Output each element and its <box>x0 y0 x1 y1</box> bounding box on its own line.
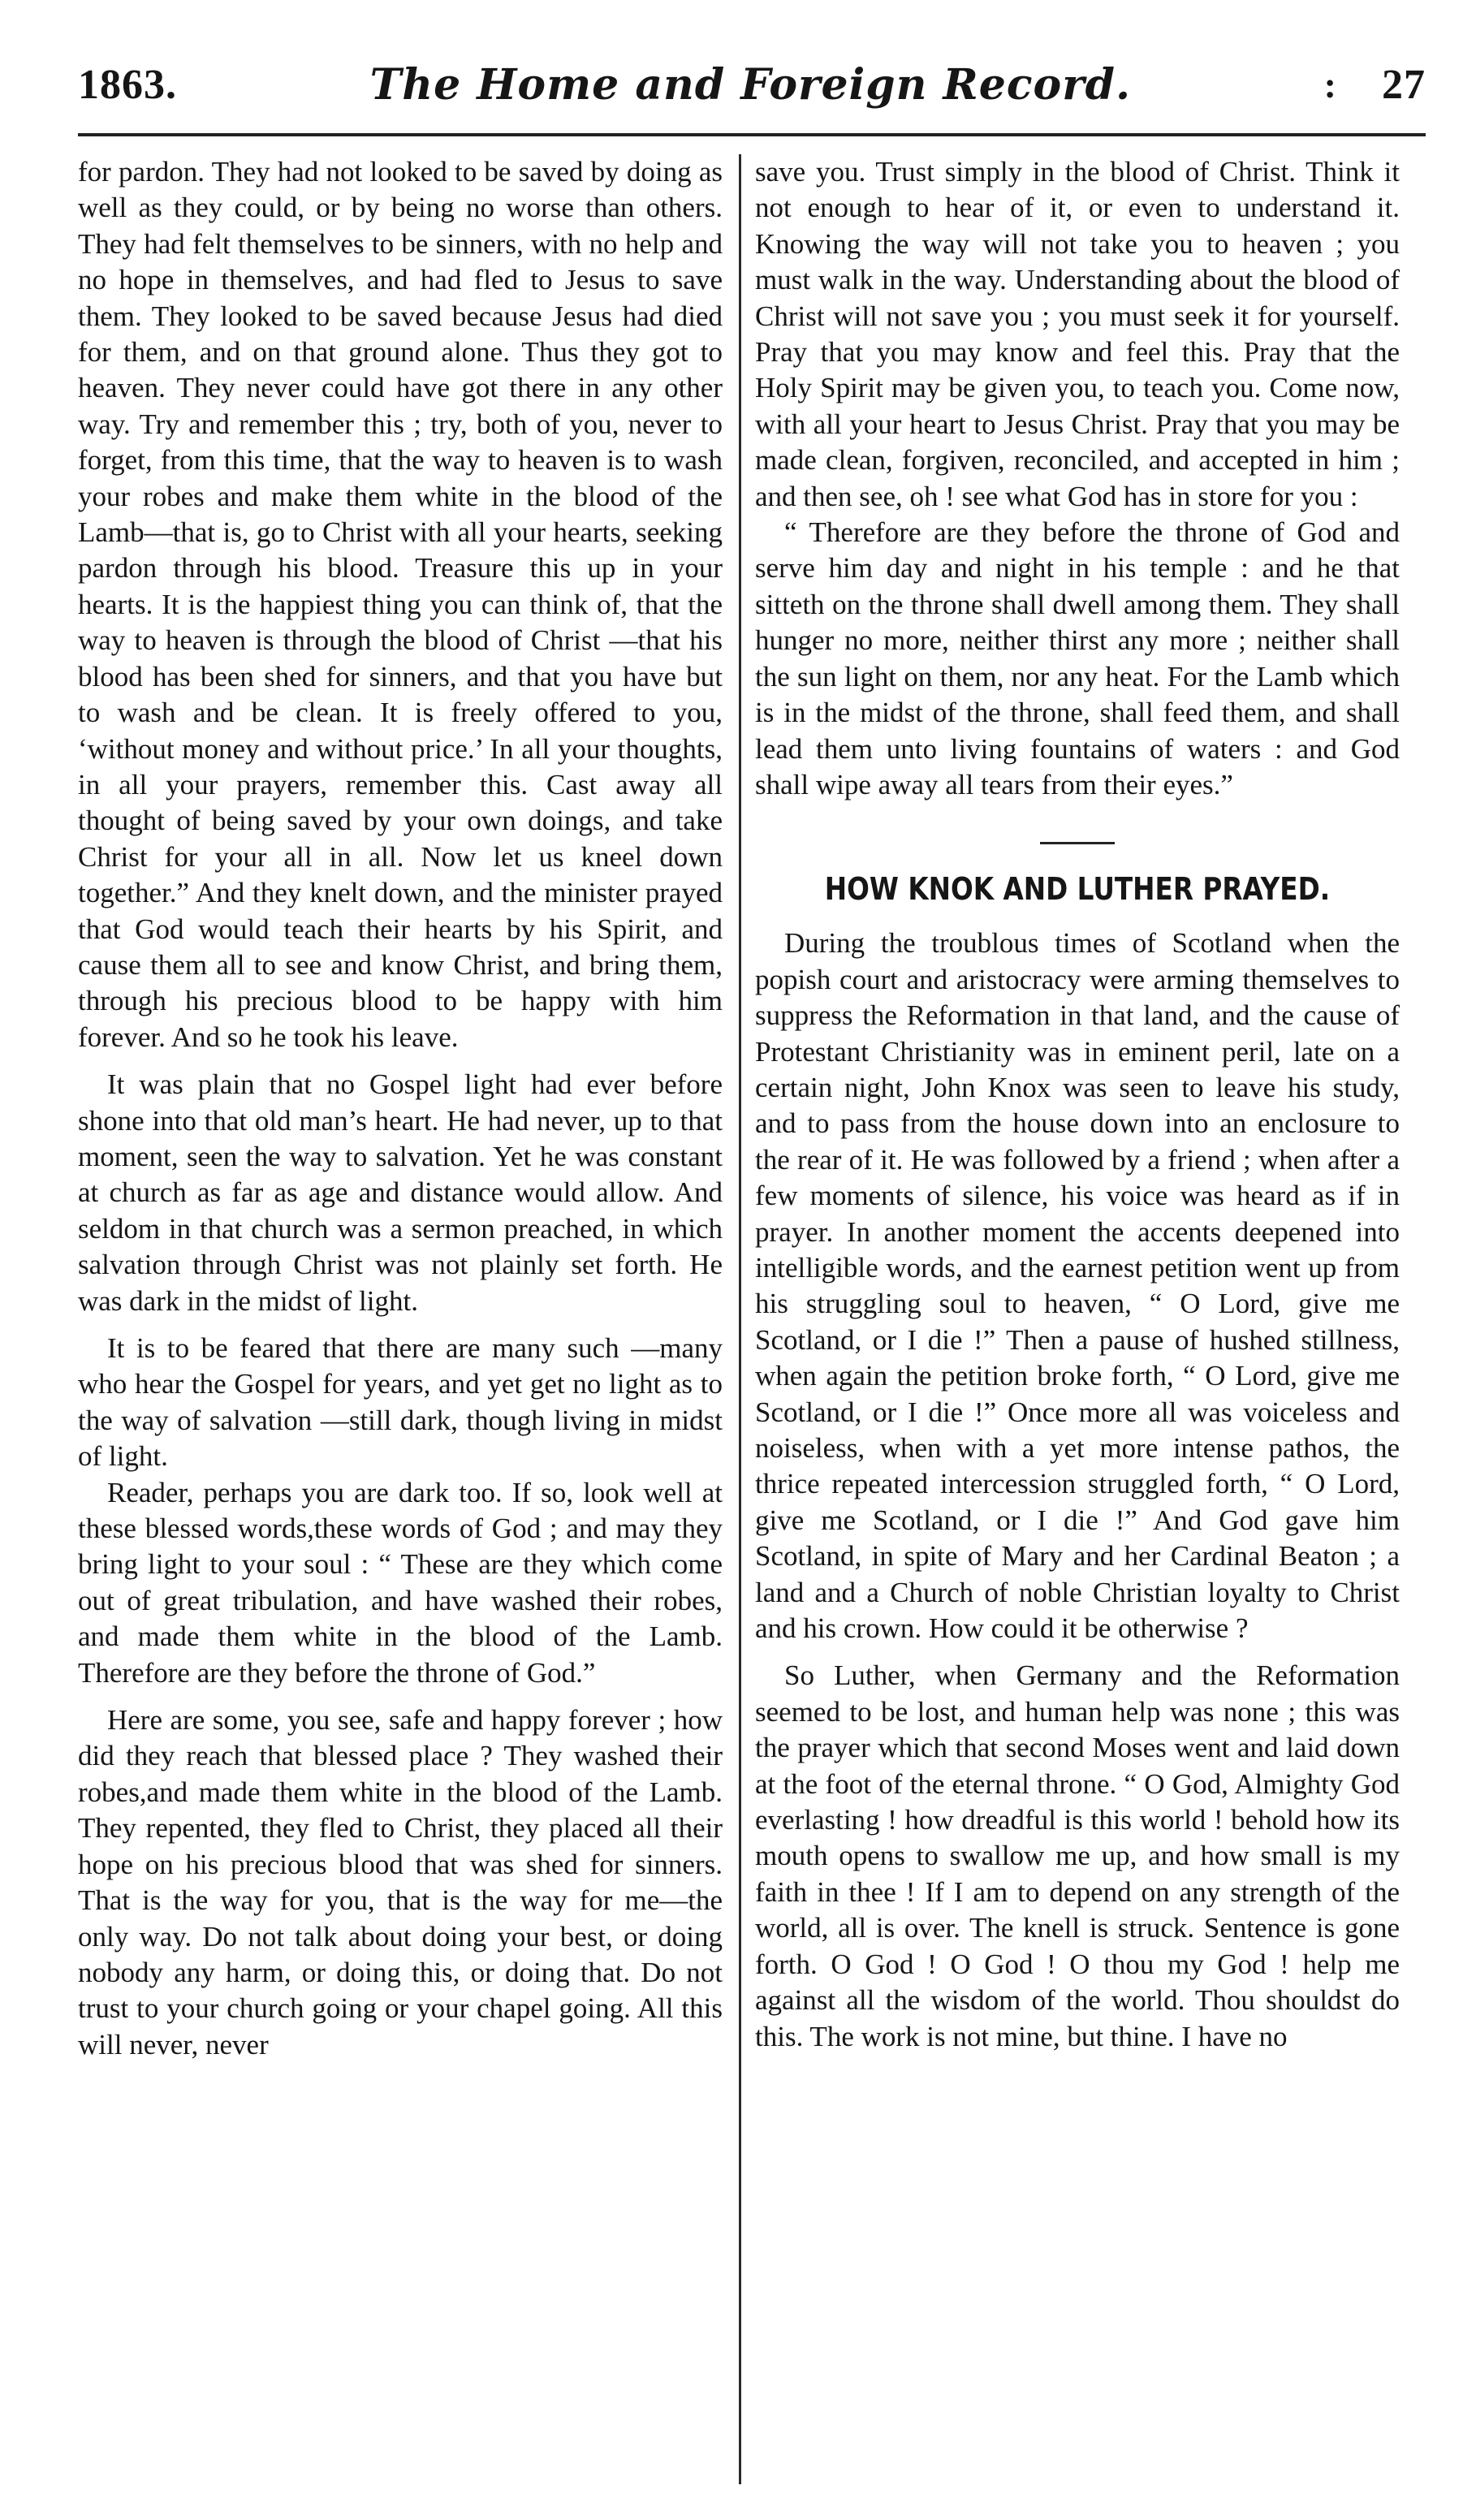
scripture-quotation: “ Therefore are they before the throne of God and serve him day and night in his temple : and he that sitteth on the throne shall dwell among them. They shall hunger no more, neither thirst any more ; neither shall the sun light on them, nor any heat. For the Lamb which is in the midst of the throne, shall feed them, and shall lead them unto living fountains of waters : and God shall wipe away all tears from their eyes.” <box>755 516 1400 800</box>
paragraph: It was plain that no Gospel light had ever before shone into that old man’s heart. He had never, up to that moment, seen the way to salvation. Yet he was constant at church as far as age and distance would allow. And seldom in that church was a sermon preached, in which salvation through Christ was not plainly set forth. He was dark in the midst of light. <box>78 1068 723 1317</box>
paragraph: During the troublous times of Scotland when the popish court and aristocracy were arming themselves to suppress the Reformation in that land, and the cause of Protestant Christianity was in eminent peril, late on a certain night, John Knox was seen to leave his study, and to pass from the house down into an enclosure to the rear of it. He was followed by a friend ; when after a few moments of silence, his voice was heard as if in prayer. In another moment the accents deepened into intelligible words, and the earnest petition went up from his struggling soul to heaven, “ O Lord, give me Scotland, or I die !” Then a pause of hushed stillness, when again the petition broke forth, “ O Lord, give me Scotland, or I die !” Once more all was voiceless and noiseless, when with a yet more intense pathos, the thrice repeated intercession struggled forth, “ O Lord, give me Scotland, or I die !” And God gave him Scotland, in spite of Mary and her Cardinal Beaton ; a land and a Church of noble Christian loyalty to Christ and his crown. How could it be otherwise ? <box>755 927 1400 1645</box>
left-column <box>78 154 723 2484</box>
paragraph: Reader, perhaps you are dark too. If so, look well at these blessed words,these words of God ; and may they bring light to your soul : “ These are they which come out of great tribulation, and have washed their robes, and made them white in the blood of the Lamb. Therefore are they before the throne of God.” <box>78 1476 723 1689</box>
paragraph: It is to be feared that there are many such —many who hear the Gospel for years, and yet get no light as to the way of salvation —still dark, though living in midst of light. <box>78 1332 723 1473</box>
section-rule <box>1040 842 1115 844</box>
header-right <box>1324 61 1426 109</box>
journal-title: The Home and Foreign Record. <box>369 59 1132 110</box>
paragraph: So Luther, when Germany and the Reformation seemed to be lost, and human help was none ; this was the prayer which that second Moses went and laid down at the foot of the eternal throne. “ O God, Almighty God everlasting ! how dreadful is this world ! behold how its mouth opens to swallow me up, and how small is my faith in thee ! If I am to depend on any strength of the world, all is over. The knell is struck. Sentence is gone forth. O God ! O God ! O thou my God ! help me against all the wisdom of the world. Thou shouldst do this. The work is not mine, but thine. I have no <box>755 1659 1400 2052</box>
header-year: 1863. <box>78 61 177 108</box>
header-rule <box>78 133 1426 136</box>
header-colon: : <box>1323 63 1336 106</box>
page-header <box>78 45 1426 123</box>
paragraph: Here are some, you see, safe and happy forever ; how did they reach that blessed place ? They washed their robes,and made them white in the blood of the Lamb. They repented, they fled to Christ, they placed all their hope on his precious blood that was shed for sinners. That is the way for you, that is the way for me—the only way. Do not talk about doing your best, or doing nobody any harm, or doing this, or doing that. Do not trust to your church going or your chapel going. All this will never, never <box>78 1704 723 2060</box>
column-divider <box>739 154 741 2484</box>
paragraph: save you. Trust simply in the blood of Christ. Think it not enough to hear of it, or even to understand it. Knowing the way will not take you to heaven ; you must walk in the way. Understanding about the blood of Christ will not save you ; you must seek it for yourself. Pray that you may know and feel this. Pray that the Holy Spirit may be given you, to teach you. Come now, with all your heart to Jesus Christ. Pray that you may be made clean, forgiven, reconciled, and accepted in him ; and then see, oh ! see what God has in store for you : <box>755 156 1400 512</box>
right-column <box>755 154 1400 2484</box>
page-number: 27 <box>1382 61 1426 108</box>
section-heading: HOW KNOK AND LUTHER PRAYED. <box>824 871 1331 908</box>
paragraph: for pardon. They had not looked to be saved by doing as well as they could, or by being no worse than others. They had felt themselves to be sinners, with no help and no hope in themselves, and had fled to Jesus to save them. They looked to be saved because Jesus had died for them, and on that ground alone. Thus they got to heaven. They never could have got there in any other way. Try and remember this ; try, both of you, never to forget, from this time, that the way to heaven is to wash your robes and make them white in the blood of the Lamb—that is, go to Christ with all your hearts, seeking pardon through his blood. Treasure this up in your hearts. It is the happiest thing you can think of, that the way to heaven is through the blood of Christ —that his blood has been shed for sinners, and that you have but to wash and be clean. It is freely offered to you, ‘without money and without price.’ In all your thoughts, in all your prayers, remember this. Cast away all thought of being saved by your own doings, and take Christ for your all in all. Now let us kneel down together.” And they knelt down, and the minister prayed that God would teach their hearts by his Spirit, and cause them all to see and know Christ, and bring them, through his precious blood to be happy with him forever. And so he took his leave. <box>78 156 723 1053</box>
